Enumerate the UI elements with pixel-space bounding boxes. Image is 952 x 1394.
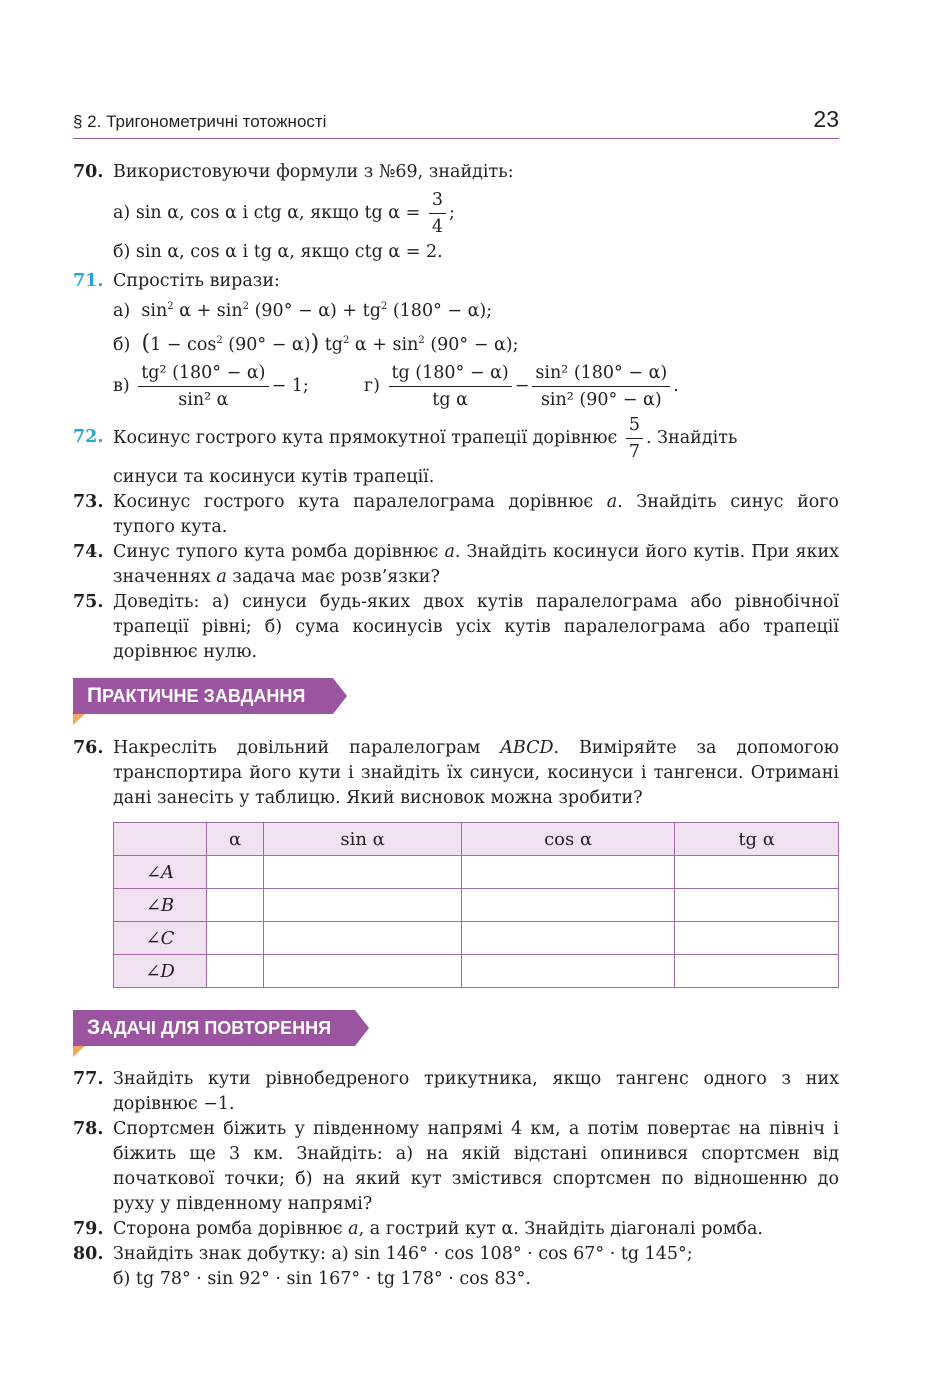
table-header-cell <box>114 823 207 856</box>
table-cell <box>264 922 462 955</box>
table-cell <box>461 955 674 988</box>
problem-77 <box>73 1067 839 1117</box>
math-text: ; <box>449 203 455 223</box>
fraction-num: 3 <box>429 187 446 214</box>
fraction <box>532 360 670 413</box>
table-cell <box>675 889 839 922</box>
math-text: − <box>514 375 530 396</box>
problem-text: Косинус гострого кута паралелограма дорівнює <box>113 492 594 512</box>
table-cell <box>461 856 674 889</box>
banner-tab <box>73 714 85 725</box>
problem-70 <box>73 160 839 265</box>
problem-text: Спортсмен біжить у південному напрямі 4 км, а потім повертає на північ і біжить ще 3 км. Знайдіть: а) на якій відстані опинився спортсмен від початкової точки; б) на який кут змістився спортсмен по відношенню до руху у південному напрямі? <box>113 1119 839 1214</box>
problem-text: Синус тупого кута ромба дорівнює <box>113 542 439 562</box>
item-label: а) <box>113 300 131 321</box>
fraction-num: tg (180° − α) <box>389 360 512 387</box>
banner-title: АДАЧІ ДЛЯ ПОВТОРЕННЯ <box>100 1018 332 1038</box>
table-cell <box>207 856 264 889</box>
table-row <box>114 856 839 889</box>
fraction <box>429 187 446 240</box>
problem-72 <box>73 412 839 490</box>
fraction-den: tg α <box>432 389 468 410</box>
fraction <box>626 412 643 465</box>
table-cell <box>264 856 462 889</box>
math-text: − 1; <box>271 375 309 396</box>
problem-number: 70. <box>73 162 104 182</box>
table-header-cell: tg α <box>675 823 839 856</box>
problem-number: 79. <box>73 1219 104 1239</box>
table-cell <box>264 955 462 988</box>
problem-79 <box>73 1217 839 1242</box>
problem-71-vg <box>73 360 839 413</box>
problem-number: 76. <box>73 738 104 758</box>
table-cell <box>207 889 264 922</box>
problem-number: 77. <box>73 1069 104 1089</box>
table-cell <box>264 889 462 922</box>
problem-number: 78. <box>73 1119 104 1139</box>
banner-initial: З <box>87 1016 101 1039</box>
table-row <box>114 955 839 988</box>
problem-text: Знайдіть знак добутку: а) sin 146° · cos 108° · cos 67° · tg 145°; <box>113 1244 693 1264</box>
table-cell <box>461 922 674 955</box>
item-label: б) <box>113 334 131 355</box>
table-header-cell: sin α <box>264 823 462 856</box>
section-title: § 2. Тригонометричні тотожності <box>73 112 327 131</box>
table-header-cell: cos α <box>461 823 674 856</box>
section-banner-practical <box>73 678 333 714</box>
problem-text: Знайдіть кути рівнобедреного трикутника, якщо тангенс одного з них дорівнює −1. <box>113 1069 839 1114</box>
fraction-num: sin² (180° − α) <box>532 360 670 387</box>
row-label: ∠C <box>114 922 207 955</box>
problem-71-b: б) $(1 - \cos^2 (90^\circ - \alpha))$ $tg^2$ $\alpha + \sin^2 (90^\circ - \alpha)$; <box>113 330 519 356</box>
problem-text: б) tg 78° · sin 92° · sin 167° · tg 178° · cos 83°. <box>113 1269 531 1289</box>
fraction-den: 7 <box>628 442 641 462</box>
variable: a <box>348 1219 359 1239</box>
banner-notch <box>333 678 347 714</box>
problem-text: . Знайдіть <box>646 428 738 448</box>
problem-text: . Знайдіть синус його тупого кута. <box>113 492 839 537</box>
table-cell <box>675 922 839 955</box>
table-header-cell: α <box>207 823 264 856</box>
table-cell <box>207 922 264 955</box>
fraction-num: tg² (180° − α) <box>138 360 268 387</box>
table-cell <box>461 889 674 922</box>
fraction <box>389 360 512 413</box>
problem-text: Накресліть довільний паралелограм <box>113 738 481 758</box>
problem-text: синуси та косинуси кутів трапеції. <box>113 467 435 487</box>
table-cell <box>675 955 839 988</box>
item-label: г) <box>363 375 380 396</box>
variable: ABCD <box>500 738 554 758</box>
fraction-den: sin² α <box>178 389 229 410</box>
page-header <box>73 104 839 139</box>
table-row <box>114 889 839 922</box>
problem-number: 75. <box>73 592 104 612</box>
problem-number: 74. <box>73 542 104 562</box>
fraction-den: sin² (90° − α) <box>540 389 662 410</box>
section-banner-review <box>73 1010 355 1046</box>
problem-74 <box>73 540 839 590</box>
math-text: . <box>673 375 679 396</box>
table-row <box>114 922 839 955</box>
table-cell <box>207 955 264 988</box>
problem-text: Використовуючи формули з №69, знайдіть: <box>113 162 514 182</box>
problem-78 <box>73 1117 839 1217</box>
problem-number: 72. <box>73 427 104 447</box>
problem-number: 73. <box>73 492 104 512</box>
row-label: ∠D <box>114 955 207 988</box>
item-label: в) <box>113 375 130 396</box>
fraction-den: 4 <box>431 217 444 237</box>
banner-initial: П <box>87 684 103 707</box>
fraction <box>138 360 268 413</box>
problem-80 <box>73 1242 839 1292</box>
variable: a <box>606 492 618 512</box>
math-text: а) sin α, cos α і ctg α, якщо tg α = <box>113 203 421 223</box>
problem-76 <box>73 736 839 811</box>
angles-table <box>113 822 839 988</box>
variable: a <box>444 542 455 562</box>
problem-text: Косинус гострого кута прямокутної трапеції дорівнює <box>113 428 618 448</box>
problem-text: , а гострий кут α. Знайдіть діагоналі ромба. <box>358 1219 763 1239</box>
fraction-num: 5 <box>626 412 643 439</box>
problem-text: задача має розв’язки? <box>232 567 440 587</box>
banner-title: РАКТИЧНЕ ЗАВДАННЯ <box>102 686 306 706</box>
problem-73 <box>73 490 839 540</box>
problem-text: Спростіть вирази: <box>113 271 280 291</box>
problem-number: 80. <box>73 1244 104 1264</box>
problem-70-b: б) sin α, cos α і tg α, якщо ctg α = 2. <box>113 242 443 262</box>
row-label: ∠B <box>114 889 207 922</box>
problem-text: Доведіть: а) синуси будь-яких двох кутів паралелограма або рівнобічної трапеції рівні; б) сума косинусів усіх кутів паралелограма або трапеції дорівнює нулю. <box>113 592 839 662</box>
banner-notch <box>355 1010 369 1046</box>
problem-75 <box>73 590 839 665</box>
problem-71-a: а) $\sin^2 \alpha + \sin^2 (90^\circ - \alpha) + tg^2$ (180° − α); <box>113 300 493 321</box>
row-label: ∠A <box>114 856 207 889</box>
problem-text: . Знайдіть косинуси його кутів. При яких значеннях <box>113 542 839 587</box>
page-number: 23 <box>813 106 839 132</box>
problem-70-a <box>73 187 839 240</box>
problem-text: Сторона ромба дорівнює <box>113 1219 343 1239</box>
problem-71 <box>73 269 839 413</box>
table-cell <box>675 856 839 889</box>
variable: a <box>216 567 227 587</box>
banner-tab <box>73 1046 85 1057</box>
problem-text: . Виміряйте за допомогою транспортира його кути і знайдіть їх синуси, косинуси і тангенси. Отримані дані занесіть у таблицю. Який висновок можна зробити? <box>113 738 839 808</box>
table-header-row <box>114 823 839 856</box>
problem-number: 71. <box>73 271 104 291</box>
